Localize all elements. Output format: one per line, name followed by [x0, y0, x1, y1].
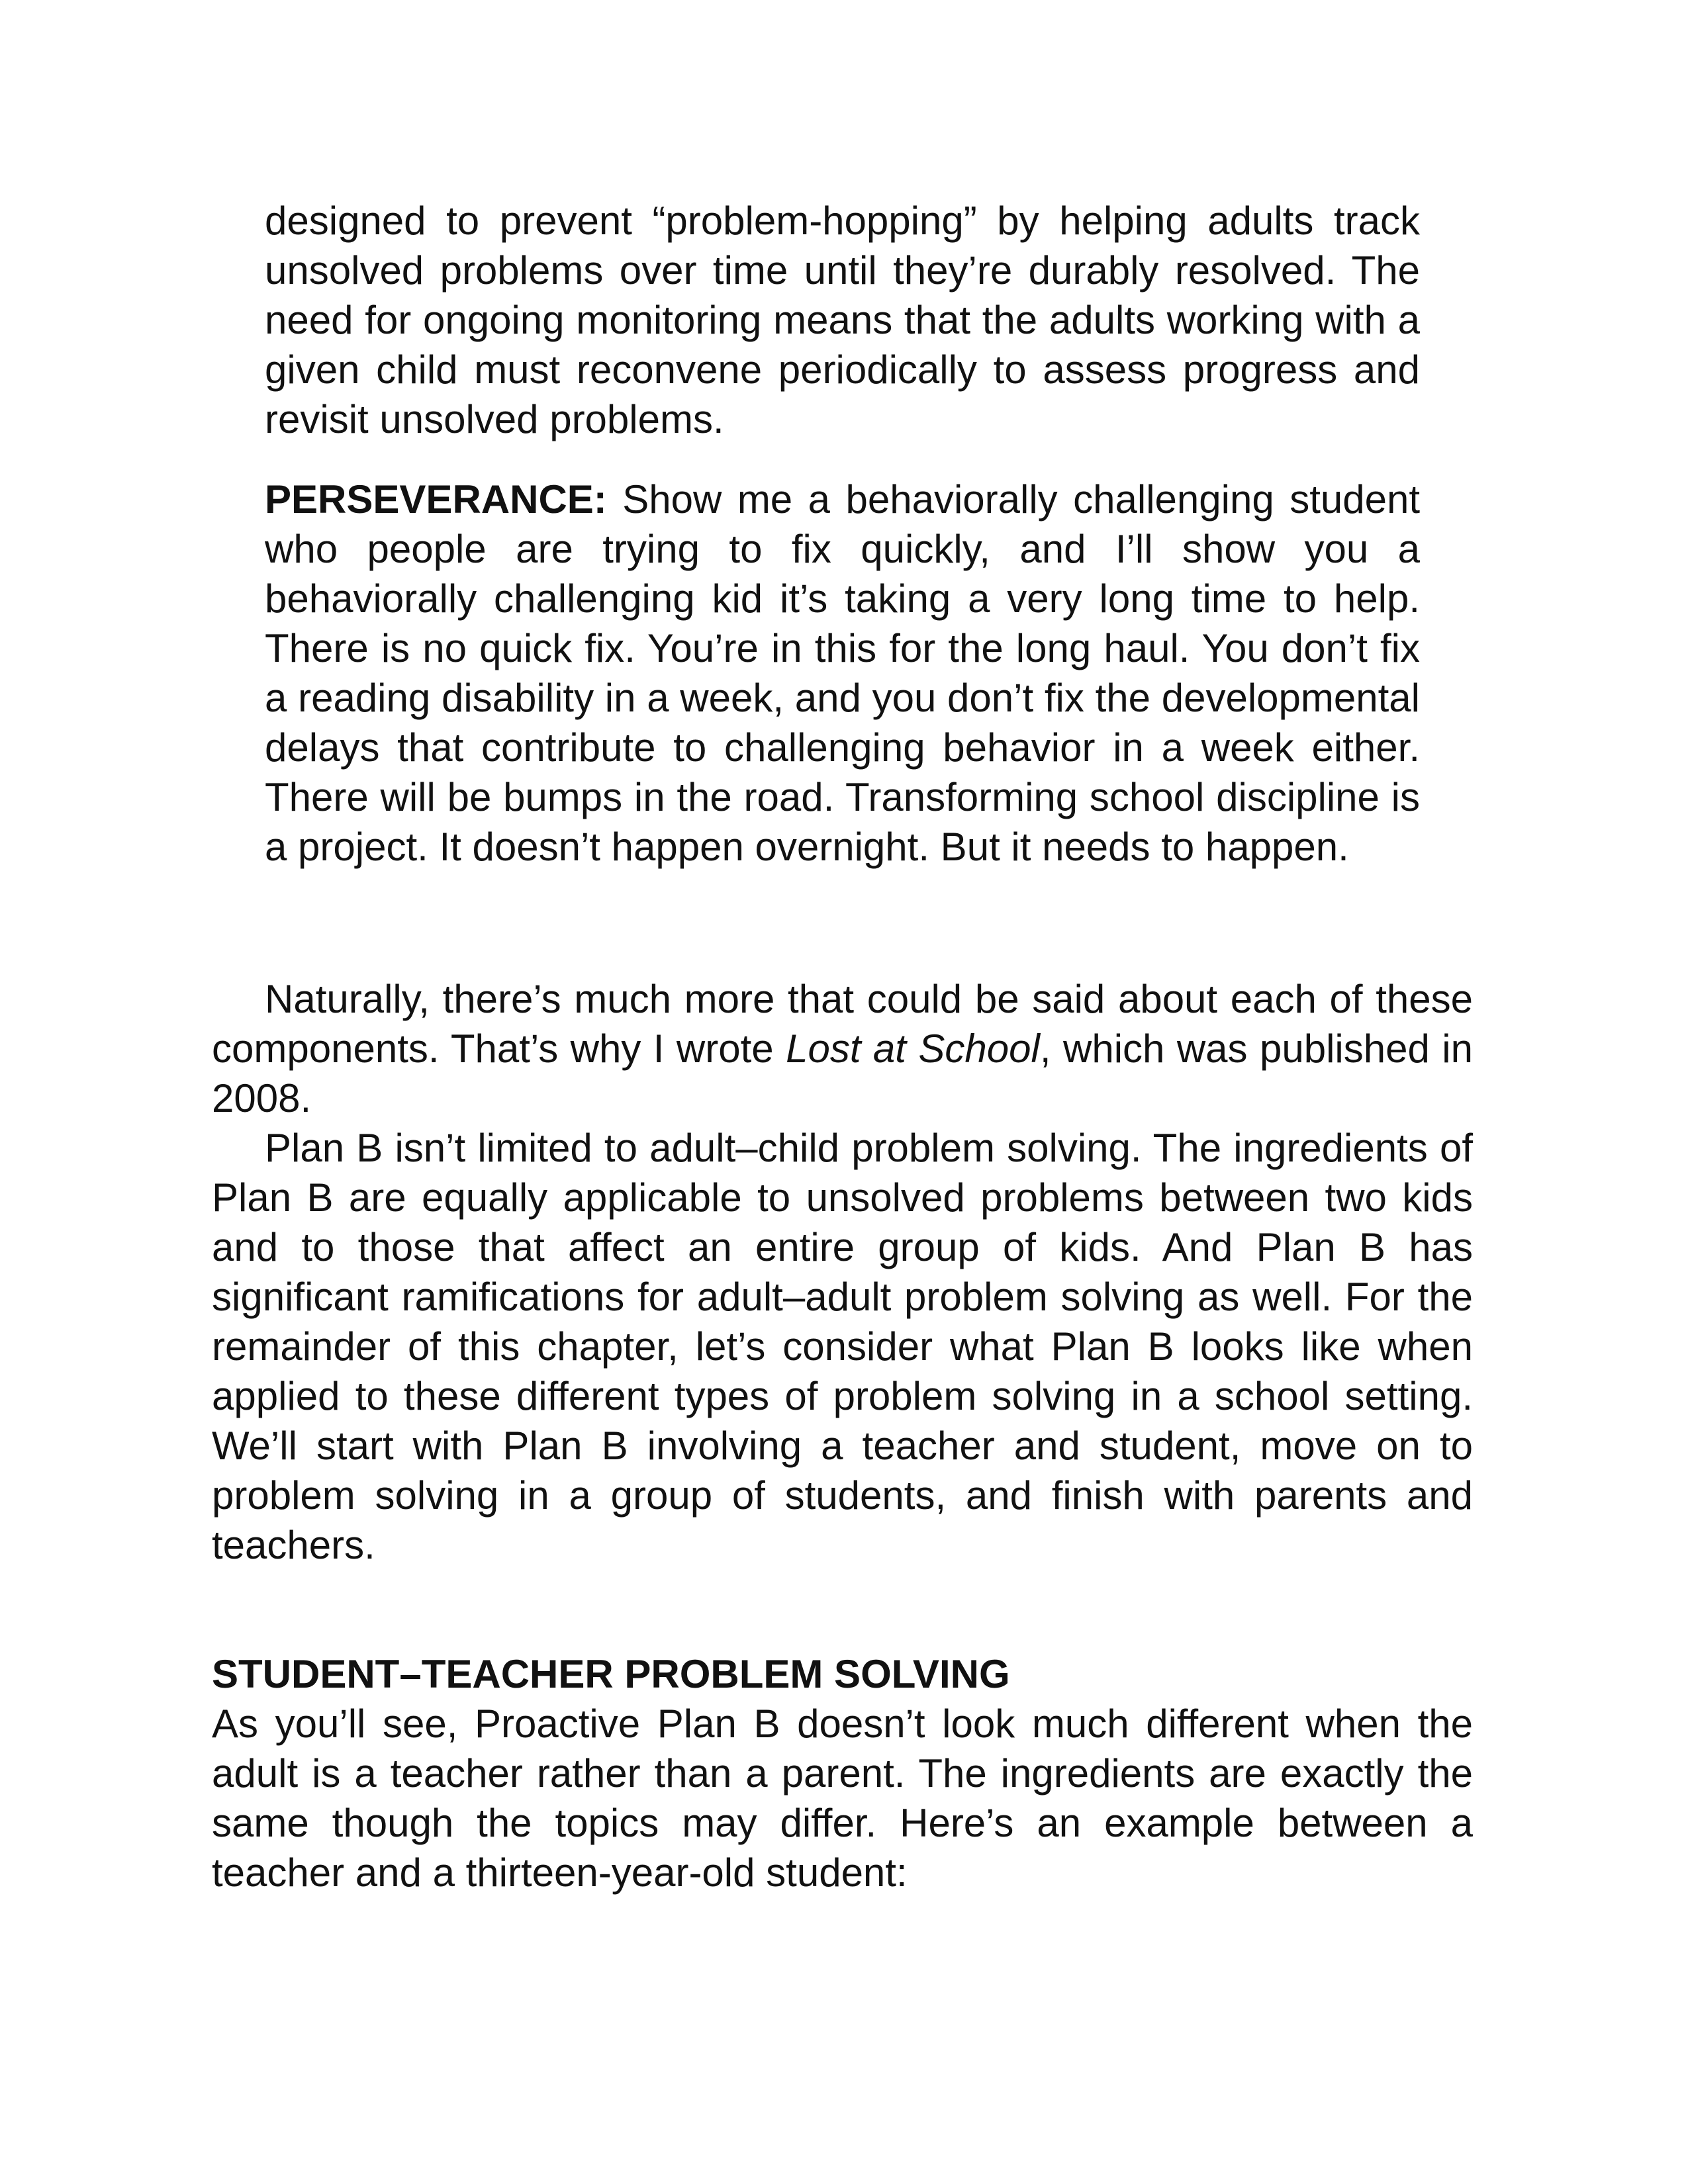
- section-block: [212, 1649, 1473, 1897]
- section-heading: STUDENT–TEACHER PROBLEM SOLVING: [212, 1652, 1010, 1696]
- naturally-text-start: Naturally, there’s much more that could be said about each of these components. That’s why I wrote: [212, 977, 1473, 1071]
- perseverance-paragraph: [265, 475, 1420, 872]
- perseverance-block: [265, 475, 1420, 872]
- naturally-paragraph: [212, 974, 1473, 1123]
- monitoring-paragraph: designed to prevent “problem-hopping” by helping adults track unsolved problems over time until they’re durably resolved. The need for ongoing monitoring means that the adults working with a given child must reconvene periodically to assess progress and revisit unsolved problems.: [265, 199, 1420, 441]
- section-paragraph: As you’ll see, Proactive Plan B doesn’t look much different when the adult is a teacher rather than a parent. The ingredients are exactly the same though the topics may differ. Here’s an example between a teacher and a thirteen-year-old student:: [212, 1702, 1473, 1895]
- perseverance-text: Show me a behaviorally challenging student who people are trying to fix quickly, and I’ll show you a behaviorally challenging kid it’s taking a very long time to help. There is no quick fix. You’re in this for the long haul. You don’t fix a reading disability in a week, and you don’t fix the developmental delays that contribute to challenging behavior in a week either. There will be bumps in the road. Transforming school discipline is a project. It doesn’t happen overnight. But it needs to happen.: [265, 477, 1421, 869]
- naturally-text-end: , which was published in 2008.: [212, 1026, 1473, 1120]
- plan-b-paragraph: Plan B isn’t limited to adult–child problem solving. The ingredients of Plan B are equally applicable to unsolved problems between two kids and to those that affect an entire group of kids. And Plan B has significant ramifications for adult–adult problem solving as well. For the remainder of this chapter, let’s consider what Plan B looks like when applied to these different types of problem solving in a school setting. We’ll start with Plan B involving a teacher and student, move on to problem solving in a group of students, and finish with parents and teachers.: [212, 1126, 1473, 1567]
- body-text-block: [212, 974, 1473, 1570]
- book-title: Lost at School: [786, 1026, 1040, 1071]
- monitoring-block: [265, 196, 1420, 444]
- perseverance-label: PERSEVERANCE:: [265, 477, 607, 522]
